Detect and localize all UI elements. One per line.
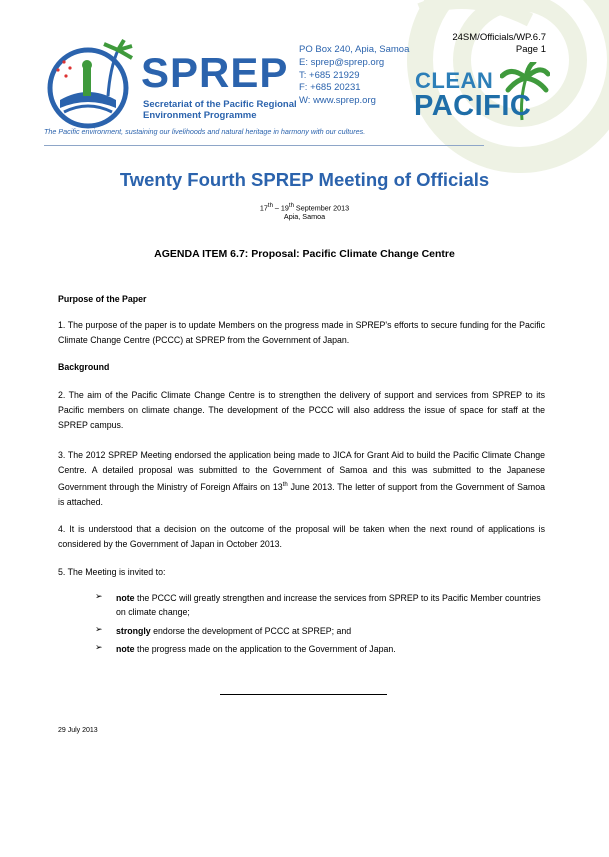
- contact-po-box: PO Box 240, Apia, Samoa: [299, 44, 410, 55]
- document-reference: [452, 32, 546, 56]
- meeting-month-year: September 2013: [293, 203, 350, 213]
- bullet-item-1-text: the PCCC will greatly strengthen and increase the services from SPREP to its Pacific Member countries on climate change;: [116, 593, 541, 617]
- org-full-name: [143, 99, 303, 121]
- meeting-start-suffix: th: [267, 203, 273, 209]
- paragraph-5: 5. The Meeting is invited to:: [58, 567, 166, 577]
- document-title: Twenty Fourth SPREP Meeting of Officials: [119, 169, 490, 190]
- footer-date: 29 July 2013: [58, 727, 98, 734]
- paragraph-3-text: 3. The 2012 SPREP Meeting endorsed the application being made to JICA for Grant Aid to build the Pacific Climate Change Centre. A detailed proposal was submitted to the Government of Samoa and this was submitted to the Japanese Government through the Ministry of Foreign Affairs on 13: [58, 450, 545, 492]
- meeting-date-range: [0, 202, 609, 212]
- signature-line: [220, 694, 387, 695]
- bullet-item-1: [116, 591, 546, 619]
- agenda-item-heading: AGENDA ITEM 6.7: Proposal: Pacific Climate Change Centre: [154, 248, 455, 260]
- paragraph-3-suffix: th: [282, 482, 288, 488]
- paragraph-2: 2. The aim of the Pacific Climate Change Centre is to strengthen the delivery of support and services from SPREP to its Pacific members on climate change. The development of the PCCC will also address the issue of space for staff at the SPREP campus.: [58, 390, 545, 430]
- header-divider: [44, 145, 484, 146]
- page-number: Page 1: [515, 44, 546, 55]
- paragraph-4: 4. It is understood that a decision on the outcome of the proposal will be taken when the next round of applications is considered by the Government of Japan in October 2013.: [58, 524, 545, 549]
- arrow-bullet-icon: ➢: [95, 591, 103, 601]
- tagline: The Pacific environment, sustaining our livelihoods and natural heritage in harmony with our cultures.: [44, 127, 366, 136]
- bullet-item-2: [116, 624, 546, 638]
- paragraph-3: [58, 448, 545, 510]
- meeting-dates: [0, 202, 609, 221]
- meeting-start-day: 17: [259, 203, 268, 213]
- bullet-item-2-text: endorse the development of PCCC at SPREP; and: [150, 626, 352, 636]
- paragraph-1: 1. The purpose of the paper is to update Members on the progress made in SPREP's efforts to secure funding for the Pacific Climate Change Centre (PCCC) at SPREP from the Government of Japan.: [58, 320, 545, 345]
- arrow-bullet-icon: ➢: [95, 642, 103, 652]
- bullet-item-1-verb: note: [116, 593, 135, 603]
- clean-pacific-logo-line1: CLEAN: [415, 68, 494, 93]
- bullet-item-3-verb: note: [116, 644, 135, 654]
- org-full-name-line1: Secretariat of the Pacific Regional: [143, 99, 297, 110]
- bullet-item-3-text: the progress made on the application to the Government of Japan.: [134, 644, 396, 654]
- background-heading: Background: [58, 362, 110, 372]
- meeting-end-suffix: th: [288, 203, 294, 209]
- contact-web: W: www.sprep.org: [299, 95, 376, 107]
- doc-ref-code: 24SM/Officials/WP.6.7: [452, 32, 546, 43]
- meeting-end-day: 19: [280, 203, 289, 213]
- meeting-date-separator: –: [272, 203, 281, 213]
- contact-block: [299, 44, 409, 108]
- sprep-logo-icon: [40, 38, 140, 130]
- bullet-item-3: [116, 642, 546, 656]
- contact-email: E: sprep@sprep.org: [299, 56, 385, 68]
- meeting-place: Apia, Samoa: [283, 212, 326, 222]
- arrow-bullet-icon: ➢: [95, 624, 103, 634]
- sprep-logo-text: SPREP: [141, 49, 289, 96]
- contact-fax: F: +685 20231: [299, 82, 361, 94]
- contact-tel: T: +685 21929: [299, 69, 360, 81]
- org-full-name-line2: Environment Programme: [143, 110, 257, 121]
- bullet-item-2-verb: strongly: [116, 626, 151, 636]
- clean-pacific-logo-line2: PACIFIC: [414, 90, 532, 122]
- purpose-heading: Purpose of the Paper: [58, 294, 147, 304]
- paragraph-3-text-end: June 2013. The letter of support from the Government of Samoa is attached.: [58, 481, 545, 507]
